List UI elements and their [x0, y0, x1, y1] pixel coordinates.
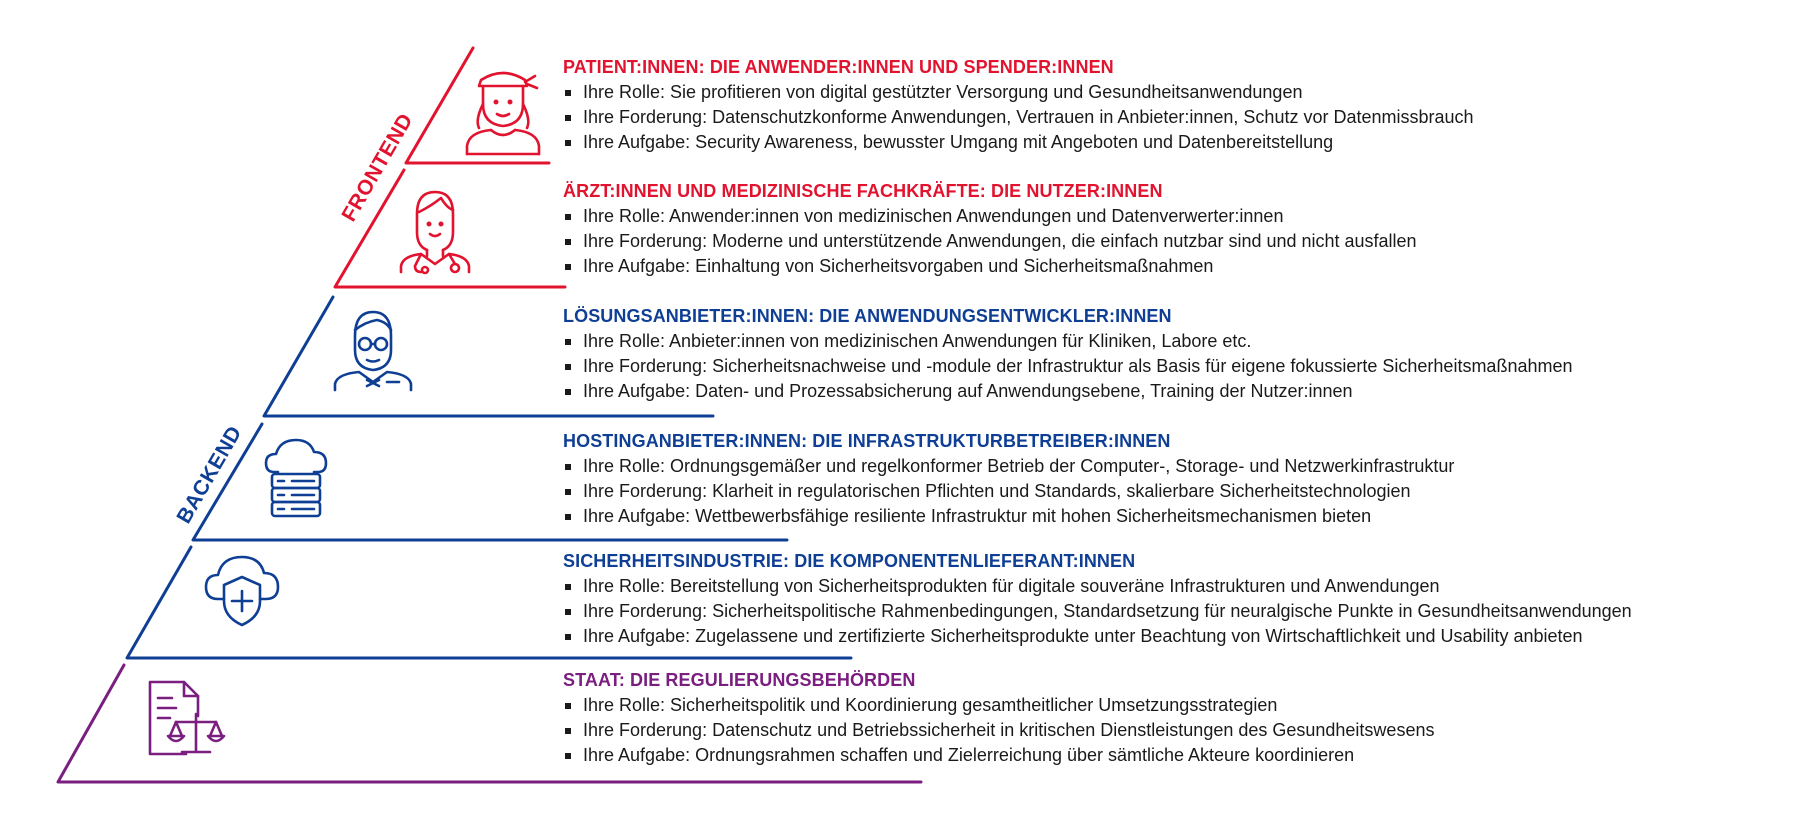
tier-title: PATIENT:INNEN: DIE ANWENDER:INNEN UND SPENDER:INNEN — [563, 57, 1114, 77]
bullet-role: Ihre Rolle: Sie profitieren von digital gestützter Versorgung und Gesundheitsanwendungen — [563, 80, 1793, 105]
patient-headscarf-icon — [467, 73, 539, 154]
bullet-task: Ihre Aufgabe: Wettbewerbsfähige resiliente Infrastruktur mit hohen Sicherheitsmechanismen bieten — [563, 504, 1793, 529]
bullet-task: Ihre Aufgabe: Daten- und Prozessabsicherung auf Anwendungsebene, Training der Nutzer:innen — [563, 379, 1793, 404]
document-scales-icon — [150, 682, 224, 754]
tier-security-industry — [563, 550, 1793, 649]
bullet-list — [563, 204, 1793, 279]
cloud-shield-icon — [206, 557, 278, 625]
tier-solution-providers — [563, 305, 1793, 404]
tier-hosting-providers — [563, 430, 1793, 529]
bullet-role: Ihre Rolle: Sicherheitspolitik und Koordinierung gesamtheitlicher Umsetzungsstrategien — [563, 693, 1793, 718]
bullet-role: Ihre Rolle: Anbieter:innen von medizinischen Anwendungen für Kliniken, Labore etc. — [563, 329, 1793, 354]
bullet-list — [563, 329, 1793, 404]
bullet-list — [563, 574, 1793, 649]
cloud-server-icon — [266, 440, 326, 516]
tier-title: ÄRZT:INNEN UND MEDIZINISCHE FACHKRÄFTE: DIE NUTZER:INNEN — [563, 181, 1163, 201]
doctor-stethoscope-icon — [401, 192, 469, 273]
bullet-demand: Ihre Forderung: Moderne und unterstützende Anwendungen, die einfach nutzbar sind und nicht ausfallen — [563, 229, 1793, 254]
bullet-demand: Ihre Forderung: Klarheit in regulatorischen Pflichten und Standards, skalierbare Sicherheitstechnologien — [563, 479, 1793, 504]
tier-doctors — [563, 180, 1793, 279]
bullet-task: Ihre Aufgabe: Zugelassene und zertifizierte Sicherheitsprodukte unter Beachtung von Wirtschaftlichkeit und Usability anbieten — [563, 624, 1793, 649]
tier-title: STAAT: DIE REGULIERUNGSBEHÖRDEN — [563, 670, 916, 690]
tier-title: LÖSUNGSANBIETER:INNEN: DIE ANWENDUNGSENTWICKLER:INNEN — [563, 306, 1172, 326]
bullet-list — [563, 693, 1793, 768]
bullet-task: Ihre Aufgabe: Security Awareness, bewusster Umgang mit Angeboten und Datenbereitstellung — [563, 130, 1793, 155]
tier-title: HOSTINGANBIETER:INNEN: DIE INFRASTRUKTURBETREIBER:INNEN — [563, 431, 1171, 451]
bullet-task: Ihre Aufgabe: Ordnungsrahmen schaffen und Zielerreichung über sämtliche Akteure koordinieren — [563, 743, 1793, 768]
tier-patients — [563, 56, 1793, 155]
frontend-label: FRONTEND — [337, 109, 418, 226]
bullet-demand: Ihre Forderung: Sicherheitsnachweise und -module der Infrastruktur als Basis für eigene fokussierte Sicherheitsmaßnahmen — [563, 354, 1793, 379]
bullet-list — [563, 80, 1793, 155]
patient-tier-outline — [406, 48, 549, 163]
tier-title: SICHERHEITSINDUSTRIE: DIE KOMPONENTENLIEFERANT:INNEN — [563, 551, 1136, 571]
bullet-demand: Ihre Forderung: Datenschutz und Betriebssicherheit in kritischen Dienstleistungen des Gesundheitswesens — [563, 718, 1793, 743]
bullet-role: Ihre Rolle: Ordnungsgemäßer und regelkonformer Betrieb der Computer-, Storage- und Netzwerkinfrastruktur — [563, 454, 1793, 479]
bullet-demand: Ihre Forderung: Sicherheitspolitische Rahmenbedingungen, Standardsetzung für neuralgische Punkte in Gesundheitsanwendungen — [563, 599, 1793, 624]
bullet-role: Ihre Rolle: Anwender:innen von medizinischen Anwendungen und Datenverwerter:innen — [563, 204, 1793, 229]
bullet-demand: Ihre Forderung: Datenschutzkonforme Anwendungen, Vertrauen in Anbieter:innen, Schutz vor Datenmissbrauch — [563, 105, 1793, 130]
bullet-task: Ihre Aufgabe: Einhaltung von Sicherheitsvorgaben und Sicherheitsmaßnahmen — [563, 254, 1793, 279]
developer-glasses-icon — [335, 312, 411, 390]
tier-state — [563, 669, 1793, 768]
bullet-list — [563, 454, 1793, 529]
bullet-role: Ihre Rolle: Bereitstellung von Sicherheitsprodukten für digitale souveräne Infrastrukturen und Anwendungen — [563, 574, 1793, 599]
backend-label: BACKEND — [172, 422, 247, 528]
